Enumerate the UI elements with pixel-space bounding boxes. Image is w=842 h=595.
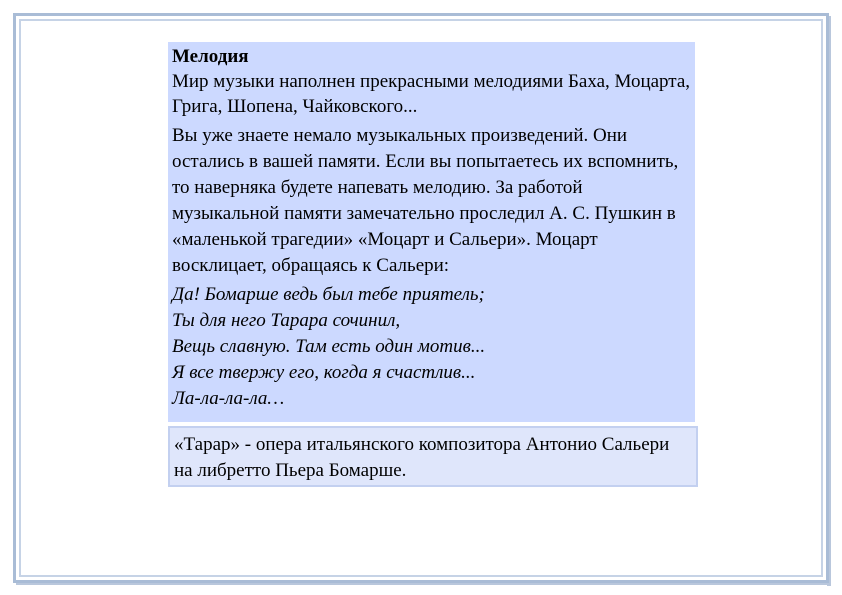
poem-line: Ты для него Тарара сочинил, [172,310,401,331]
poem-line: Да! Бомарше ведь был тебе приятель; [172,284,485,305]
poem-quote [172,282,691,412]
footnote-text: «Тарар» - опера итальянского композитора Антонио Сальери на либретто Пьера Бомарше. [174,434,670,481]
footnote-box [168,426,698,487]
poem-line: Я все твержу его, когда я счастлив... [172,362,476,383]
main-text-box [168,42,695,422]
document-title: Мелодия [172,46,249,67]
intro-paragraph: Мир музыки наполнен прекрасными мелодиями Баха, Моцарта, Грига, Шопена, Чайковского... [172,71,691,117]
body-paragraph: Вы уже знаете немало музыкальных произведений. Они остались в вашей памяти. Если вы попытаетесь их вспомнить, то наверняка будете напевать мелодию. За работой музыкальной памяти замечательно проследил А. С. Пушкин в «маленькой трагедии» «Моцарт и Сальери». Моцарт восклицает, обращаясь к Сальери: [172,125,679,276]
poem-line: Ла-ла-ла-ла… [172,388,285,409]
poem-line: Вещь славную. Там есть один мотив... [172,336,486,357]
